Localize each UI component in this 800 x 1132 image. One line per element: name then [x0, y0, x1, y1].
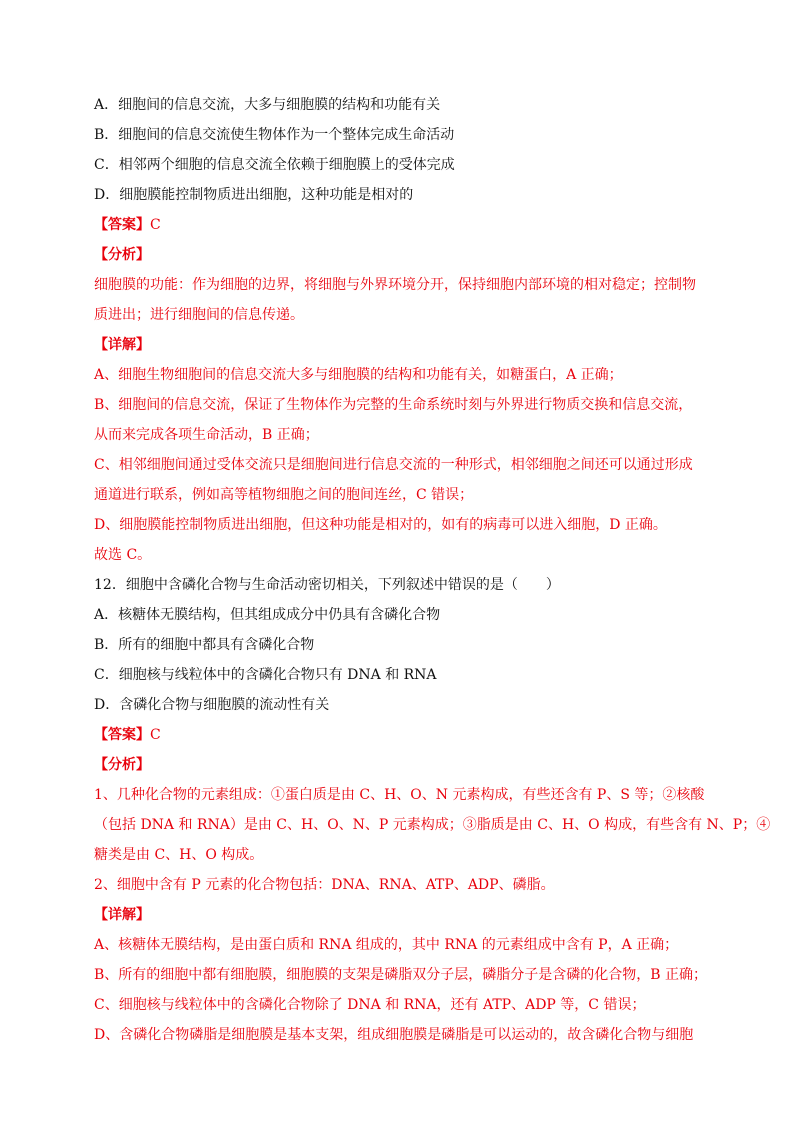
- q11-answer-value: C: [150, 217, 161, 233]
- q12-detail-line-2: B、所有的细胞中都有细胞膜，细胞膜的支架是磷脂双分子层，磷脂分子是含磷的化合物，B 正确；: [94, 967, 708, 983]
- q11-detail-line-2: B、细胞间的信息交流，保证了生物体作为完整的生命系统时刻与外界进行物质交换和信息交流，: [94, 397, 693, 413]
- q12-detail-line-1: A、核糖体无膜结构，是由蛋白质和 RNA 组成的，其中 RNA 的元素组成中含有 P，A 正确；: [94, 937, 679, 953]
- q11-analysis-tag: 【分析】: [94, 247, 150, 263]
- q12-stem: 12．细胞中含磷化合物与生命活动密切相关，下列叙述中错误的是（ ）: [94, 577, 560, 593]
- q11-analysis-line-1: 细胞膜的功能：作为细胞的边界，将细胞与外界环境分开，保持细胞内部环境的相对稳定；控制物: [94, 277, 696, 293]
- q11-detail-line-4: C、相邻细胞间通过受体交流只是细胞间进行信息交流的一种形式，相邻细胞之间还可以通过形成: [94, 457, 693, 473]
- q12-analysis-line-1: 1、几种化合物的元素组成：①蛋白质是由 C、H、O、N 元素构成，有些还含有 P、S 等；②核酸: [94, 787, 705, 803]
- q11-option-c: C．相邻两个细胞的信息交流全依赖于细胞膜上的受体完成: [94, 157, 455, 173]
- q12-option-b: B．所有的细胞中都具有含磷化合物: [94, 637, 315, 653]
- q12-detail-line-4: D、含磷化合物磷脂是细胞膜是基本支架，组成细胞膜是磷脂是可以运动的，故含磷化合物与细胞: [94, 1027, 694, 1043]
- q11-answer: [94, 216, 706, 234]
- q12-option-c: C．细胞核与线粒体中的含磷化合物只有 DNA 和 RNA: [94, 667, 437, 683]
- q12-answer-value: C: [150, 727, 161, 743]
- q11-detail-tag: 【详解】: [94, 337, 150, 353]
- q11-answer-tag: 【答案】: [94, 217, 150, 233]
- q11-analysis-line-2: 质进出；进行细胞间的信息传递。: [94, 307, 304, 323]
- q11-option-a: A．细胞间的信息交流，大多与细胞膜的结构和功能有关: [94, 97, 441, 113]
- q12-analysis-tag: 【分析】: [94, 757, 150, 773]
- q11-detail-line-1: A、细胞生物细胞间的信息交流大多与细胞膜的结构和功能有关，如糖蛋白，A 正确；: [94, 367, 623, 383]
- q11-detail-line-6: D、细胞膜能控制物质进出细胞，但这种功能是相对的，如有的病毒可以进入细胞，D 正确。: [94, 517, 667, 533]
- q12-analysis-line-2: （包括 DNA 和 RNA）是由 C、H、O、N、P 元素构成；③脂质是由 C、H、O 构成，有些含有 N、P；④: [94, 817, 771, 833]
- q11-detail-line-5: 通道进行联系，例如高等植物细胞之间的胞间连丝，C 错误；: [94, 487, 474, 503]
- q12-analysis-line-4: 2、细胞中含有 P 元素的化合物包括：DNA、RNA、ATP、ADP、磷脂。: [94, 877, 555, 893]
- q11-option-d: D．细胞膜能控制物质进出细胞，这种功能是相对的: [94, 187, 414, 203]
- q12-answer-tag: 【答案】: [94, 727, 150, 743]
- q12-detail-line-3: C、细胞核与线粒体中的含磷化合物除了 DNA 和 RNA，还有 ATP、ADP 等，C 错误；: [94, 997, 646, 1013]
- q11-option-b: B．细胞间的信息交流使生物体作为一个整体完成生命活动: [94, 127, 455, 143]
- q12-option-d: D．含磷化合物与细胞膜的流动性有关: [94, 697, 330, 713]
- q11-detail-line-3: 从而来完成各项生命活动，B 正确；: [94, 427, 319, 443]
- q11-conclusion: 故选 C。: [94, 547, 152, 563]
- q12-answer: [94, 726, 706, 744]
- q12-option-a: A．核糖体无膜结构，但其组成成分中仍具有含磷化合物: [94, 607, 441, 623]
- q12-detail-tag: 【详解】: [94, 907, 150, 923]
- q12-analysis-line-3: 糖类是由 C、H、O 构成。: [94, 847, 264, 863]
